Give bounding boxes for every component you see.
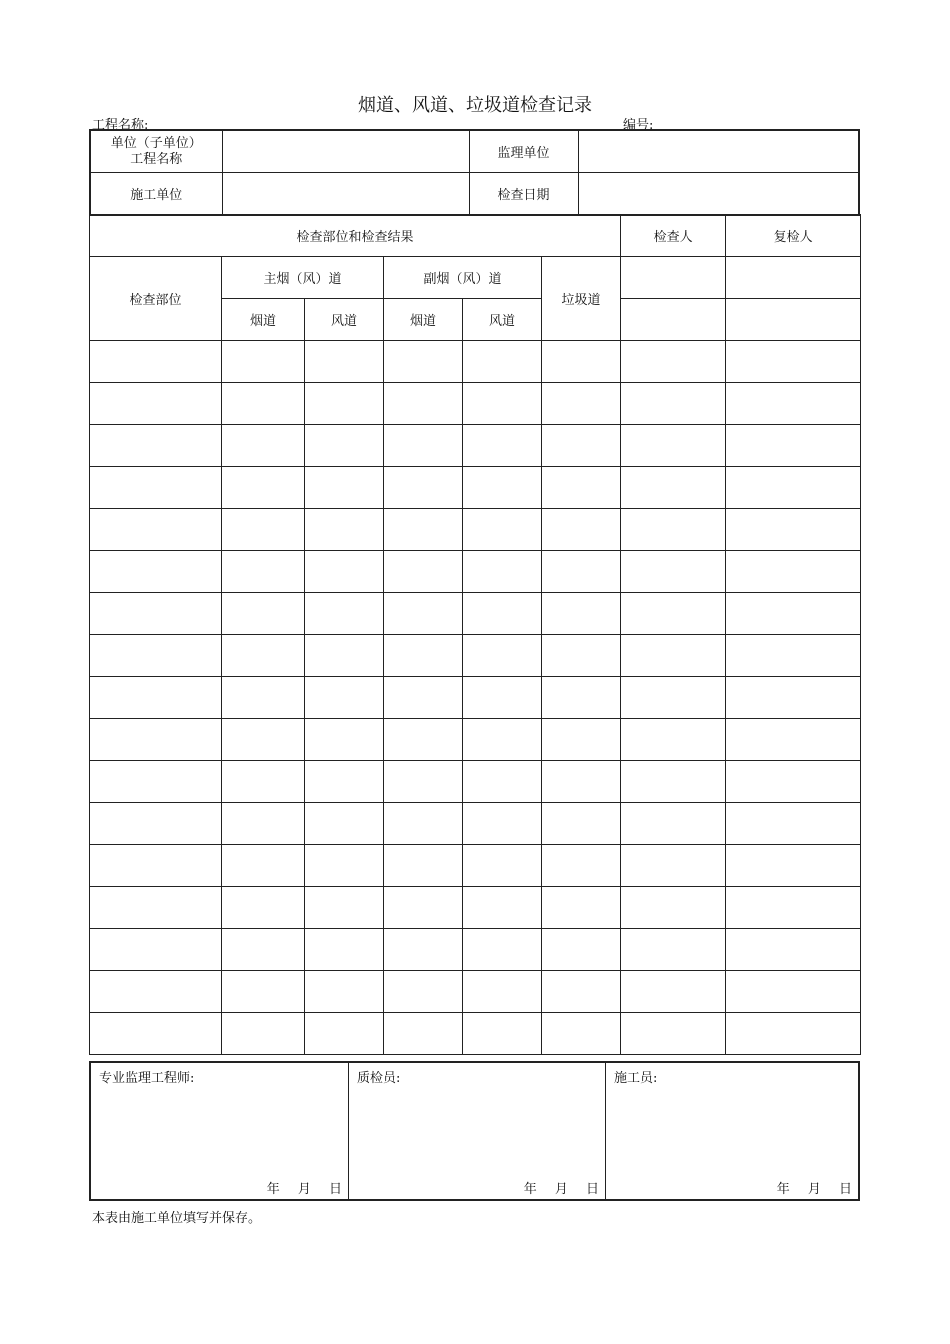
quality-inspector-label: 质检员: (357, 1071, 401, 1086)
reinspector-header: 复检人 (726, 215, 861, 257)
table-cell[interactable] (726, 341, 861, 383)
inspection-date-label: 检查日期 (469, 173, 578, 216)
table-cell[interactable] (621, 1013, 726, 1055)
table-cell[interactable] (463, 383, 542, 425)
table-cell[interactable] (621, 803, 726, 845)
table-cell[interactable] (305, 425, 384, 467)
table-cell[interactable] (90, 929, 222, 971)
table-row (90, 341, 861, 383)
garbage-chute-header: 垃圾道 (542, 257, 621, 341)
table-cell[interactable] (726, 761, 861, 803)
table-cell[interactable] (384, 341, 463, 383)
table-cell[interactable] (222, 551, 305, 593)
table-cell[interactable] (621, 551, 726, 593)
table-cell[interactable] (621, 593, 726, 635)
table-cell[interactable] (305, 971, 384, 1013)
table-cell[interactable] (621, 971, 726, 1013)
table-cell[interactable] (542, 509, 621, 551)
table-cell[interactable] (726, 971, 861, 1013)
table-cell[interactable] (621, 341, 726, 383)
table-cell[interactable] (222, 509, 305, 551)
table-cell[interactable] (463, 551, 542, 593)
table-cell[interactable] (222, 341, 305, 383)
signature-area (89, 1061, 860, 1201)
table-row (90, 383, 861, 425)
supervisor-label: 专业监理工程师: (99, 1071, 195, 1086)
table-cell[interactable] (621, 635, 726, 677)
table-row (90, 509, 861, 551)
table-cell[interactable] (222, 383, 305, 425)
table-cell[interactable] (726, 425, 861, 467)
table-cell[interactable] (305, 383, 384, 425)
main-air-duct-header: 风道 (305, 299, 384, 341)
table-cell[interactable] (463, 803, 542, 845)
table-cell[interactable] (384, 929, 463, 971)
table-row (90, 551, 861, 593)
section-header: 检查部位和检查结果 (90, 215, 621, 257)
reinspector-cell[interactable] (726, 299, 861, 341)
project-name-label: 工程名称: (92, 118, 149, 133)
unit-project-label (90, 130, 222, 173)
table-row (90, 929, 861, 971)
table-cell[interactable] (222, 971, 305, 1013)
table-cell[interactable] (621, 509, 726, 551)
table-cell[interactable] (621, 761, 726, 803)
sub-smoke-duct-header: 烟道 (384, 299, 463, 341)
table-cell[interactable] (726, 593, 861, 635)
unit-project-label-line1: 单位（子单位） (110, 135, 202, 151)
table-cell[interactable] (463, 425, 542, 467)
table-cell[interactable] (305, 1013, 384, 1055)
table-cell[interactable] (305, 593, 384, 635)
table-cell[interactable] (726, 803, 861, 845)
table-cell[interactable] (542, 761, 621, 803)
table-cell[interactable] (222, 635, 305, 677)
table-cell[interactable] (542, 719, 621, 761)
table-cell[interactable] (621, 929, 726, 971)
supervision-unit-label: 监理单位 (469, 130, 578, 173)
constructor-signature-cell[interactable] (605, 1063, 858, 1199)
sub-air-duct-header: 风道 (463, 299, 542, 341)
reinspector-cell[interactable] (726, 257, 861, 299)
inspector-header: 检查人 (621, 215, 726, 257)
table-cell[interactable] (542, 887, 621, 929)
table-cell[interactable] (90, 635, 222, 677)
table-row (90, 635, 861, 677)
table-cell[interactable] (542, 425, 621, 467)
table-cell[interactable] (463, 509, 542, 551)
table-cell[interactable] (726, 845, 861, 887)
table-cell[interactable] (621, 719, 726, 761)
table-cell[interactable] (222, 761, 305, 803)
table-row (90, 887, 861, 929)
table-cell[interactable] (726, 1013, 861, 1055)
table-cell[interactable] (384, 761, 463, 803)
sub-flue-header: 副烟（风）道 (384, 257, 542, 299)
table-cell[interactable] (726, 635, 861, 677)
table-row (90, 677, 861, 719)
table-cell[interactable] (384, 845, 463, 887)
table-cell[interactable] (726, 887, 861, 929)
unit-project-value[interactable] (222, 130, 469, 173)
page-title: 烟道、风道、垃圾道检查记录 (358, 95, 592, 116)
table-cell[interactable] (621, 467, 726, 509)
table-cell[interactable] (463, 719, 542, 761)
table-cell[interactable] (305, 929, 384, 971)
table-cell[interactable] (463, 929, 542, 971)
table-cell[interactable] (90, 677, 222, 719)
table-cell[interactable] (305, 551, 384, 593)
constructor-date: 年 月 日 (776, 1182, 852, 1197)
table-row (90, 971, 861, 1013)
table-cell[interactable] (222, 929, 305, 971)
table-cell[interactable] (726, 467, 861, 509)
table-cell[interactable] (305, 341, 384, 383)
table-cell[interactable] (384, 467, 463, 509)
table-cell[interactable] (384, 509, 463, 551)
table-cell[interactable] (542, 971, 621, 1013)
table-cell[interactable] (90, 593, 222, 635)
unit-project-label-line2: 工程名称 (130, 151, 183, 167)
supervision-unit-value[interactable] (578, 130, 859, 173)
table-cell[interactable] (384, 887, 463, 929)
table-cell[interactable] (90, 971, 222, 1013)
table-cell[interactable] (90, 845, 222, 887)
table-cell[interactable] (222, 677, 305, 719)
table-cell[interactable] (463, 1013, 542, 1055)
table-cell[interactable] (222, 467, 305, 509)
constructor-label: 施工员: (614, 1071, 658, 1086)
table-cell[interactable] (621, 425, 726, 467)
table-cell[interactable] (305, 887, 384, 929)
table-cell[interactable] (726, 551, 861, 593)
main-flue-header: 主烟（风）道 (222, 257, 384, 299)
table-cell[interactable] (90, 425, 222, 467)
table-cell[interactable] (384, 635, 463, 677)
table-cell[interactable] (384, 719, 463, 761)
table-cell[interactable] (463, 971, 542, 1013)
table-cell[interactable] (726, 719, 861, 761)
supervisor-date: 年 月 日 (266, 1182, 342, 1197)
table-cell[interactable] (542, 635, 621, 677)
table-cell[interactable] (384, 677, 463, 719)
table-cell[interactable] (222, 803, 305, 845)
table-cell[interactable] (463, 593, 542, 635)
table-cell[interactable] (305, 635, 384, 677)
table-cell[interactable] (542, 677, 621, 719)
table-cell[interactable] (463, 845, 542, 887)
table-cell[interactable] (305, 803, 384, 845)
table-cell[interactable] (90, 803, 222, 845)
table-cell[interactable] (726, 929, 861, 971)
table-row (90, 845, 861, 887)
table-cell[interactable] (463, 761, 542, 803)
table-cell[interactable] (305, 509, 384, 551)
main-smoke-duct-header: 烟道 (222, 299, 305, 341)
table-cell[interactable] (621, 887, 726, 929)
table-cell[interactable] (90, 719, 222, 761)
table-cell[interactable] (542, 341, 621, 383)
table-row (90, 425, 861, 467)
table-cell[interactable] (542, 383, 621, 425)
table-cell[interactable] (542, 1013, 621, 1055)
table-cell[interactable] (463, 887, 542, 929)
location-header: 检查部位 (90, 257, 222, 341)
table-row (90, 467, 861, 509)
table-cell[interactable] (542, 551, 621, 593)
table-row (90, 1013, 861, 1055)
construction-unit-value[interactable] (222, 173, 469, 216)
number-label: 编号: (623, 118, 654, 133)
supervisor-signature-cell[interactable] (91, 1063, 348, 1199)
info-table (89, 129, 860, 216)
inspector-cell[interactable] (621, 299, 726, 341)
table-cell[interactable] (90, 467, 222, 509)
table-cell[interactable] (542, 929, 621, 971)
table-cell[interactable] (384, 383, 463, 425)
table-row (90, 761, 861, 803)
table-cell[interactable] (463, 467, 542, 509)
quality-inspector-date: 年 月 日 (523, 1182, 599, 1197)
table-cell[interactable] (384, 1013, 463, 1055)
table-row (90, 719, 861, 761)
table-cell[interactable] (222, 887, 305, 929)
table-cell[interactable] (542, 467, 621, 509)
table-cell[interactable] (90, 761, 222, 803)
table-row (90, 593, 861, 635)
table-cell[interactable] (384, 971, 463, 1013)
table-cell[interactable] (726, 509, 861, 551)
inspector-cell[interactable] (621, 257, 726, 299)
table-cell[interactable] (222, 425, 305, 467)
table-cell[interactable] (90, 887, 222, 929)
table-cell[interactable] (726, 383, 861, 425)
table-cell[interactable] (384, 593, 463, 635)
table-cell[interactable] (90, 1013, 222, 1055)
table-cell[interactable] (542, 845, 621, 887)
table-cell[interactable] (384, 551, 463, 593)
table-cell[interactable] (305, 719, 384, 761)
table-cell[interactable] (384, 425, 463, 467)
table-row (90, 803, 861, 845)
footnote: 本表由施工单位填写并保存。 (92, 1211, 262, 1226)
table-cell[interactable] (90, 341, 222, 383)
table-cell[interactable] (463, 635, 542, 677)
construction-unit-label: 施工单位 (90, 173, 222, 216)
table-cell[interactable] (90, 551, 222, 593)
table-cell[interactable] (90, 509, 222, 551)
table-cell[interactable] (305, 761, 384, 803)
table-cell[interactable] (463, 677, 542, 719)
table-cell[interactable] (222, 845, 305, 887)
table-cell[interactable] (621, 845, 726, 887)
table-cell[interactable] (542, 803, 621, 845)
table-cell[interactable] (305, 845, 384, 887)
table-cell[interactable] (90, 383, 222, 425)
table-cell[interactable] (305, 677, 384, 719)
table-cell[interactable] (222, 593, 305, 635)
quality-inspector-signature-cell[interactable] (348, 1063, 605, 1199)
inspection-date-value[interactable] (578, 173, 859, 216)
table-cell[interactable] (384, 803, 463, 845)
table-cell[interactable] (222, 1013, 305, 1055)
table-cell[interactable] (305, 467, 384, 509)
table-cell[interactable] (621, 677, 726, 719)
table-cell[interactable] (621, 383, 726, 425)
table-cell[interactable] (463, 341, 542, 383)
table-cell[interactable] (542, 593, 621, 635)
check-table (89, 214, 861, 1055)
table-cell[interactable] (222, 719, 305, 761)
table-cell[interactable] (726, 677, 861, 719)
